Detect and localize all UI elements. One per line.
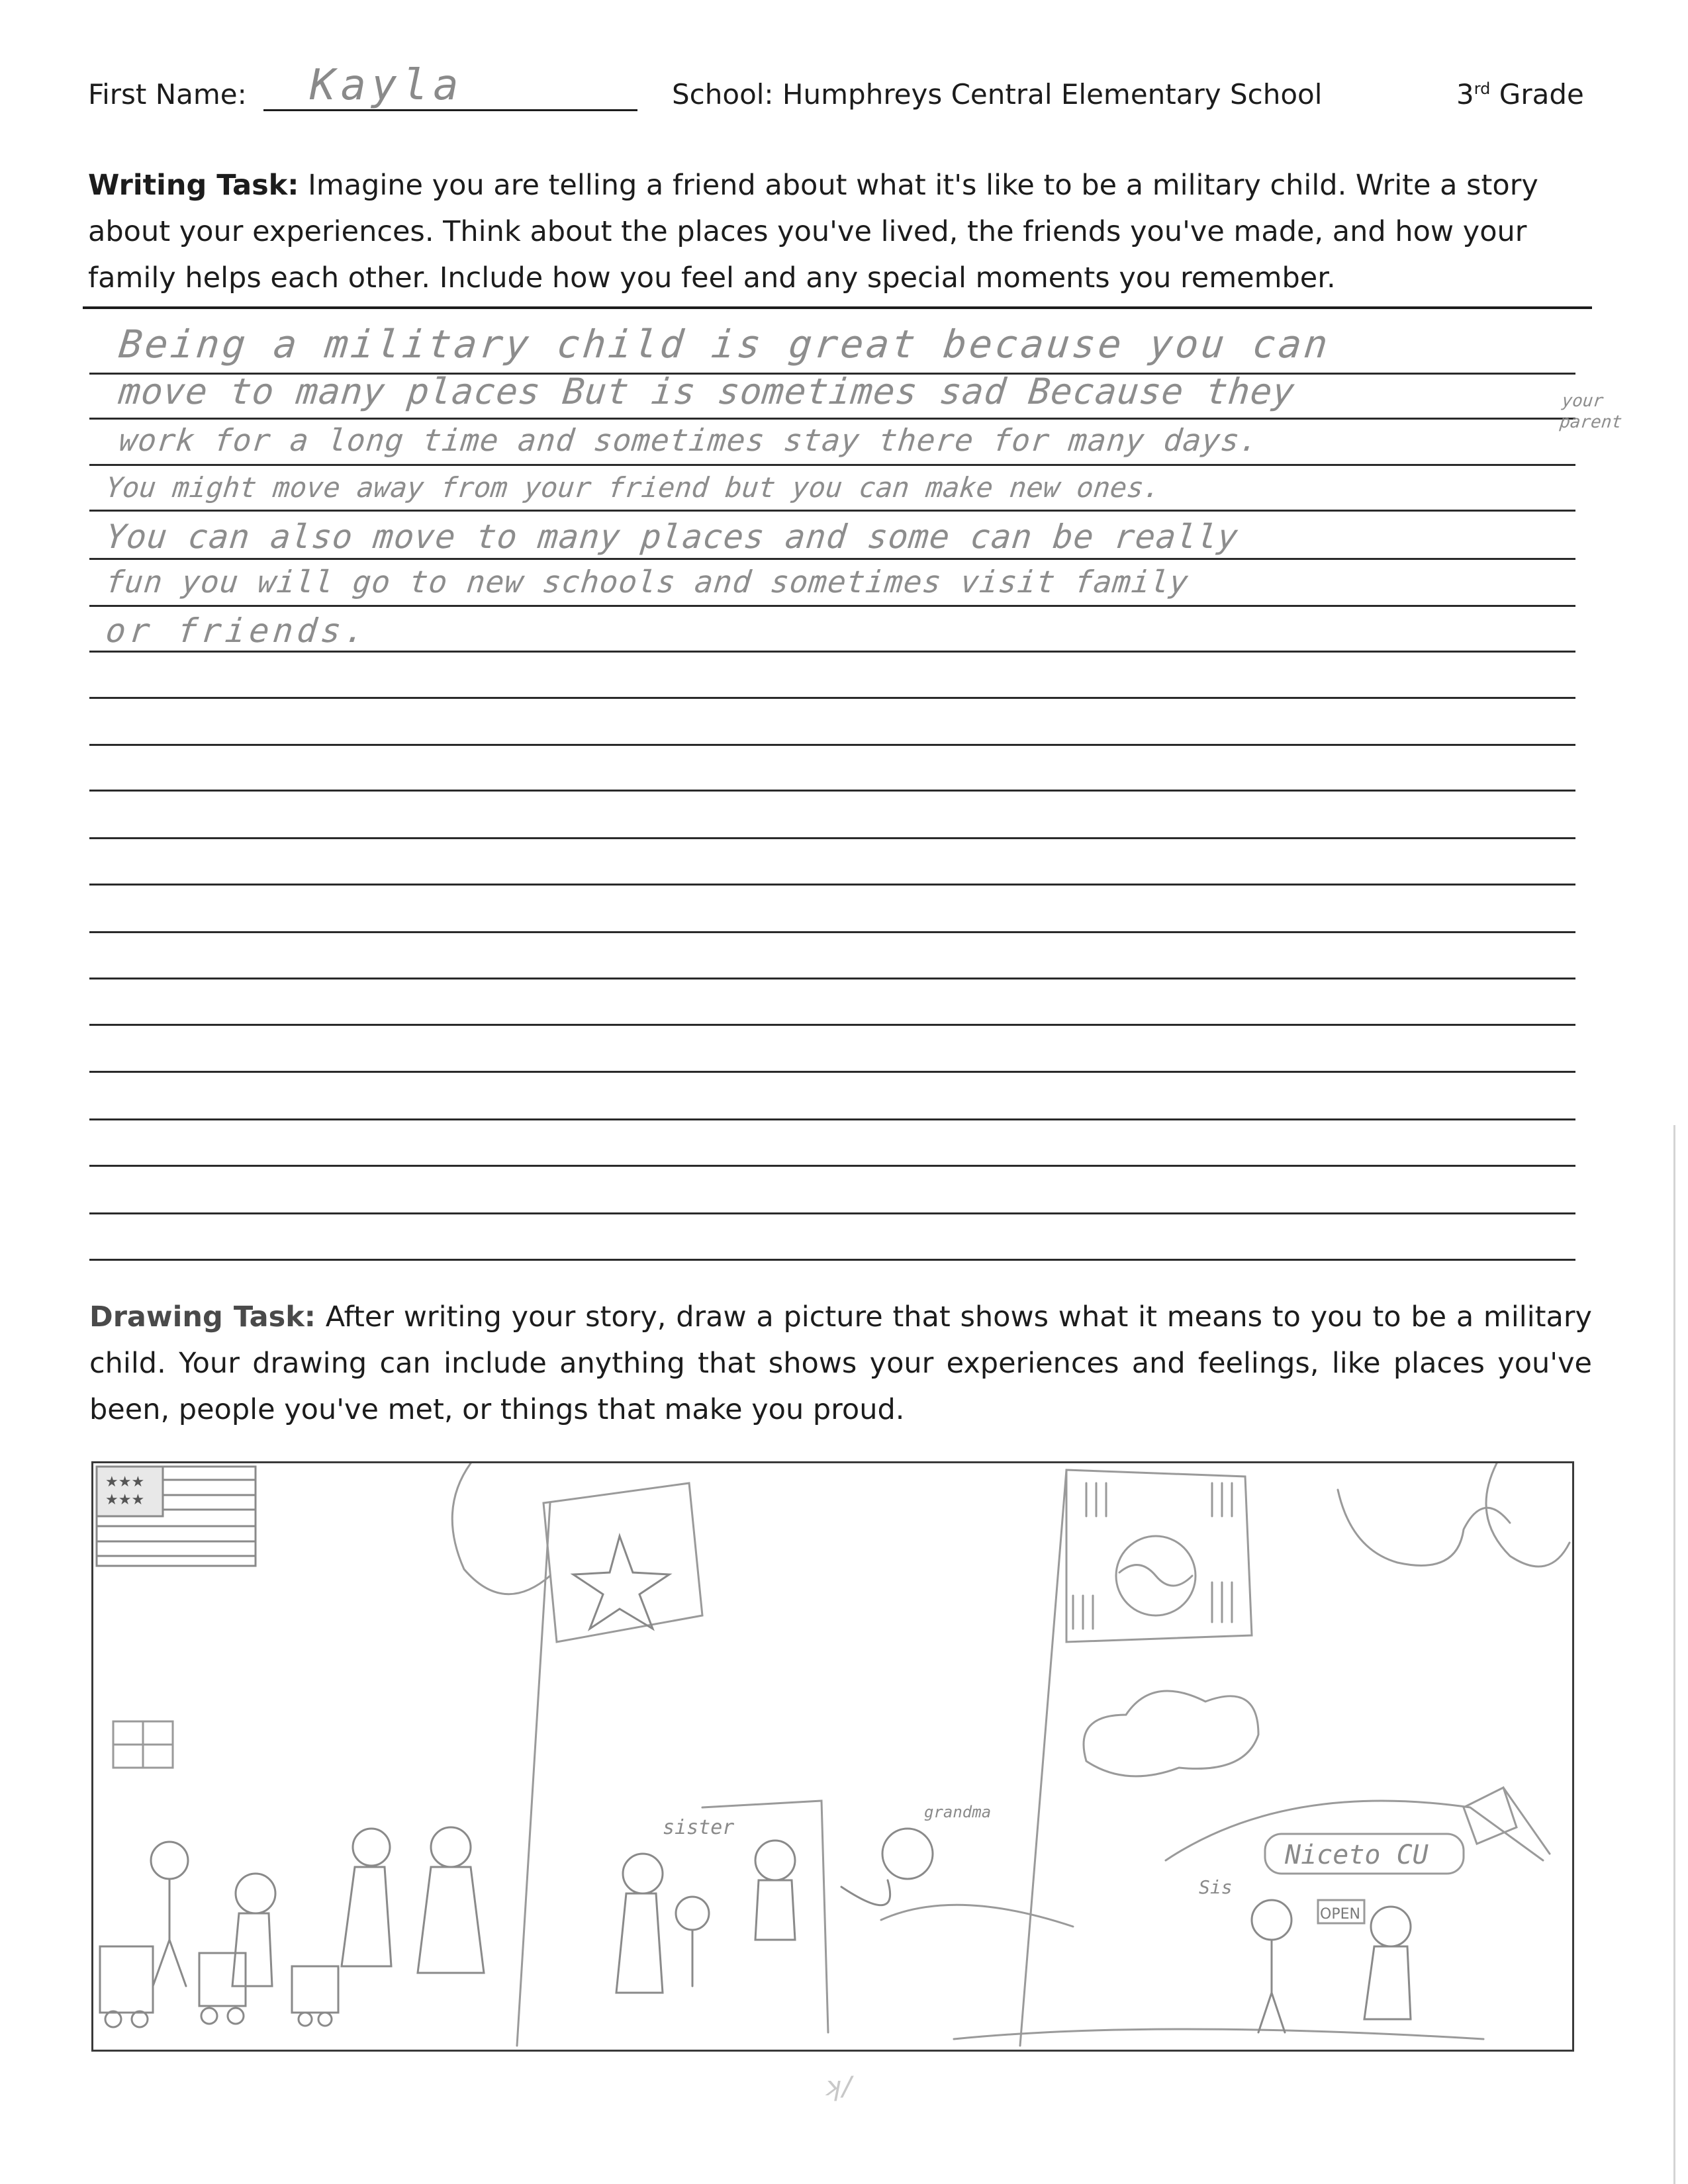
svg-text:★★★: ★★★: [105, 1492, 145, 1508]
writing-task: [88, 162, 1591, 301]
story-line: or friends.: [103, 612, 371, 650]
story-line: work for a long time and sometimes stay there for many days.: [117, 422, 1261, 458]
luggage: [100, 1946, 338, 2027]
cloud-right: [1338, 1490, 1510, 1565]
story-line: fun you will go to new schools and sometimes visit family: [104, 564, 1191, 600]
story-line: move to many places But is sometimes sad Because they: [117, 371, 1297, 412]
school-name: School: Humphreys Central Elementary School: [672, 78, 1323, 111]
writing-line: [89, 931, 1575, 933]
svg-text:★★★: ★★★: [105, 1474, 145, 1490]
grade-word: Grade: [1499, 78, 1584, 111]
writing-line: [89, 1024, 1575, 1026]
drawing-task-prompt: After writing your story, draw a picture that shows what it means to you to be a military child. Your drawing can include anything that shows your experiences and feelings, like places you've been, people you've met, or things that make you proud.: [89, 1300, 1592, 1426]
first-name-label: First Name:: [88, 78, 247, 111]
drawing-label-sign: Niceto CU: [1285, 1840, 1429, 1870]
family-figures: [151, 1827, 1411, 2032]
drawing-label-sister: sister: [663, 1816, 735, 1839]
grade-ordinal: 3: [1456, 78, 1474, 111]
drawing-area[interactable]: [91, 1461, 1574, 2052]
writing-line: [89, 558, 1575, 560]
writing-line: [89, 464, 1575, 466]
writing-line: [89, 418, 1575, 420]
writing-line: [89, 697, 1575, 699]
story-line: Being a military child is great because you can: [117, 322, 1333, 367]
story-line: You might move away from your friend but you can make new ones.: [104, 471, 1162, 504]
writing-line: [89, 510, 1575, 512]
star-flag: [517, 1483, 702, 2046]
scan-edge: [1673, 1125, 1675, 2184]
writing-line: [89, 790, 1575, 792]
us-flag: [97, 1467, 256, 1566]
stray-mark: ʞ/: [824, 2071, 857, 2102]
writing-line: [89, 744, 1575, 746]
writing-area-top-rule: [83, 306, 1592, 309]
story-line: You can also move to many places and some can be really: [103, 518, 1241, 556]
writing-line: [89, 1212, 1575, 1214]
writing-line: [89, 978, 1575, 979]
drawing-task: [89, 1294, 1592, 1433]
writing-line: [89, 884, 1575, 886]
writing-line: [89, 1071, 1575, 1073]
korean-flag: [1020, 1470, 1252, 2046]
cloud-corner: [1486, 1463, 1570, 1567]
child-drawing: [93, 1463, 1572, 2050]
grade-suffix: rd: [1474, 79, 1491, 98]
cloud-left: [452, 1463, 550, 1594]
writing-line: [89, 837, 1575, 839]
drawing-label-open: OPEN: [1320, 1906, 1360, 1923]
drawing-label-grandma: grandma: [924, 1803, 992, 1821]
margin-note: your parent: [1558, 391, 1623, 432]
writing-line: [89, 651, 1575, 653]
building-line: [881, 1905, 1073, 1927]
writing-task-label: Writing Task:: [88, 169, 299, 202]
first-name-value[interactable]: Kayla: [310, 61, 464, 110]
cloud-middle: [1084, 1691, 1258, 1776]
writing-line: [89, 1118, 1575, 1120]
drawing-label-sis: Sis: [1199, 1876, 1233, 1898]
grade-level: [1456, 78, 1584, 111]
writing-task-prompt: Imagine you are telling a friend about what it's like to be a military child. Write a story about your experiences. Think about the places you've lived, the friends you've made, and how your family helps each other. Include how you feel and any special moments you remember.: [88, 169, 1538, 295]
writing-line: [89, 605, 1575, 607]
writing-line: [89, 1165, 1575, 1167]
drawing-task-label: Drawing Task:: [89, 1300, 316, 1334]
writing-line: [89, 1259, 1575, 1261]
